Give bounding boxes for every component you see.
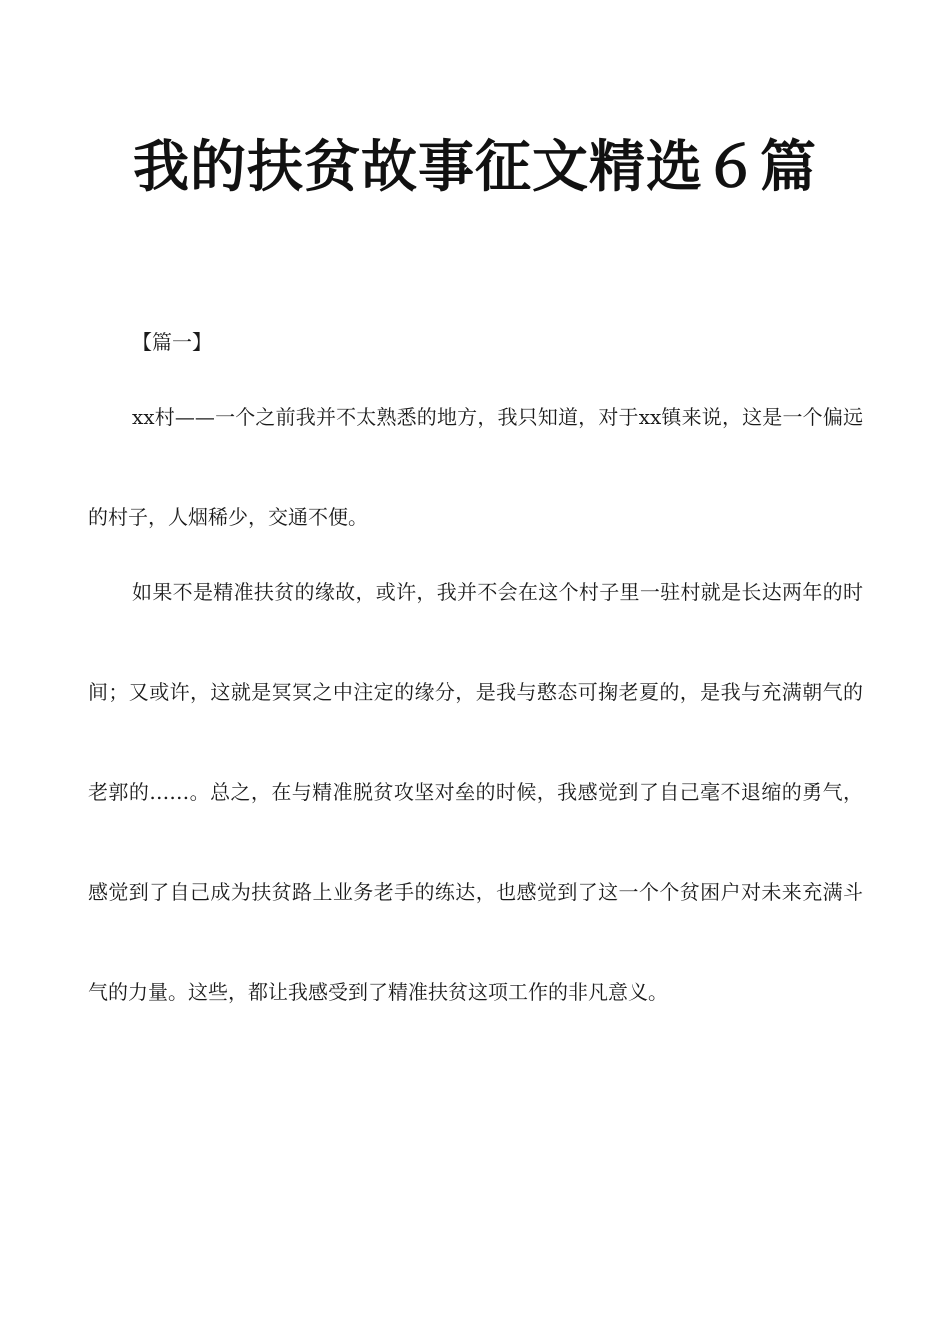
paragraph-2: 如果不是精准扶贫的缘故，或许，我并不会在这个村子里一驻村就是长达两年的时间；又或许，这就是冥冥之中注定的缘分，是我与憨态可掬老夏的，是我与充满朝气的老郭的……。总之，在与精准脱贫攻坚对垒的时候，我感觉到了自己毫不退缩的勇气，感觉到了自己成为扶贫路上业务老手的练达，也感觉到了这一个个贫困户对未来充满斗气的力量。这些，都让我感受到了精准扶贫这项工作的非凡意义。 bbox=[88, 580, 863, 1004]
document-title: 我的扶贫故事征文精选６篇 bbox=[133, 135, 817, 200]
paragraph-1: xx村——一个之前我并不太熟悉的地方，我只知道，对于xx镇来说，这是一个偏远的村子，人烟稀少，交通不便。 bbox=[88, 405, 863, 529]
section-heading: 【篇一】 bbox=[132, 330, 212, 354]
paragraph-container bbox=[88, 367, 863, 567]
paragraph-container bbox=[88, 542, 863, 1042]
